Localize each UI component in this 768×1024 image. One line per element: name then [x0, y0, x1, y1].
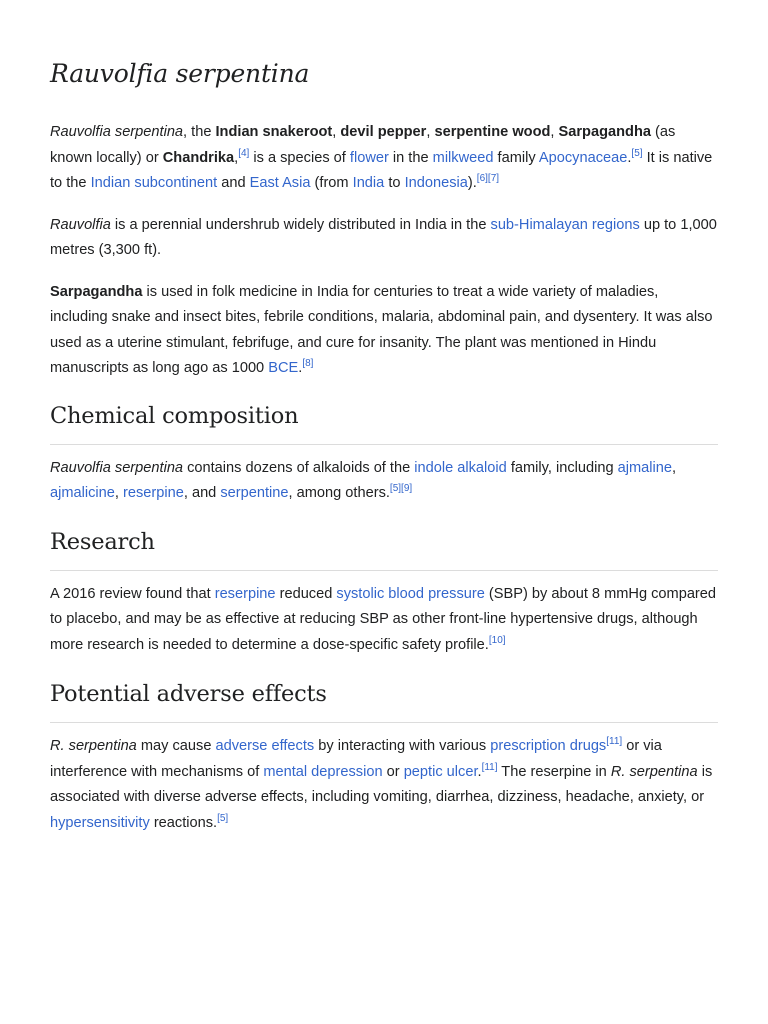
text: family: [493, 149, 539, 166]
link-reserpine[interactable]: reserpine: [123, 485, 184, 501]
text: may cause: [136, 738, 216, 754]
text: (as known locally) or: [50, 124, 676, 166]
research-paragraph: [50, 582, 718, 659]
link-indian-subcontinent[interactable]: Indian subcontinent: [90, 175, 218, 191]
link-apocynaceae[interactable]: Apocynaceae: [538, 149, 628, 166]
text: up to 1,000 metres (3,300 ft).: [50, 216, 717, 258]
text: is a perennial undershrub widely distributed in India in the: [110, 216, 491, 233]
text: , and: [183, 485, 221, 501]
page-title: Rauvolfia serpentina: [50, 59, 310, 88]
text: ,: [671, 459, 677, 476]
link-bce[interactable]: BCE: [268, 360, 299, 376]
text-bold: serpentine wood: [434, 124, 551, 140]
intro-paragraph-2: [50, 213, 718, 264]
link-reserpine[interactable]: reserpine: [214, 585, 276, 602]
text: to: [384, 175, 405, 191]
reference-link[interactable]: [11]: [606, 736, 623, 747]
text-bold: Sarpagandha: [50, 283, 143, 300]
link-ajmalicine[interactable]: ajmalicine: [50, 485, 115, 501]
link-mental-depression[interactable]: mental depression: [263, 763, 383, 780]
adverse-paragraph: [50, 734, 718, 836]
text: The reserpine in: [497, 763, 611, 780]
link-indole-alkaloid[interactable]: indole alkaloid: [414, 459, 507, 476]
text: contains dozens of alkaloids of the: [183, 459, 415, 476]
chemical-paragraph: [50, 456, 718, 507]
text: .: [477, 763, 482, 780]
text: ,: [550, 124, 559, 140]
reference-link[interactable]: [11]: [481, 761, 498, 773]
link-milkweed[interactable]: milkweed: [432, 149, 494, 166]
intro-paragraph-3: [50, 280, 718, 382]
text-bold: Sarpagandha: [558, 124, 651, 140]
text-italic: Rauvolfia serpentina: [50, 459, 184, 476]
reference-link[interactable]: [8]: [302, 358, 314, 369]
text: is a species of: [249, 149, 350, 166]
intro-paragraph-1: [50, 120, 718, 197]
text: It is native to the: [50, 149, 713, 191]
link-india[interactable]: India: [352, 175, 385, 191]
text: , among others.: [288, 485, 390, 501]
text: .: [298, 360, 303, 376]
text: ,: [332, 124, 341, 140]
text: family, including: [506, 459, 618, 476]
text: (from: [310, 175, 353, 191]
reference-link[interactable]: [6][7]: [476, 173, 500, 184]
text: or via interference with mechanisms of: [50, 738, 662, 780]
text: , the: [183, 124, 216, 140]
reference-link[interactable]: [5]: [631, 147, 643, 159]
reference-link[interactable]: [5][9]: [389, 483, 413, 494]
text: or: [382, 763, 404, 780]
link-sub-himalayan-regions[interactable]: sub-Himalayan regions: [490, 216, 640, 233]
text: ,: [234, 149, 239, 166]
text: by interacting with various: [314, 738, 491, 754]
section-heading-potential-adverse-effects: Potential adverse effects: [50, 679, 718, 723]
text: .: [627, 149, 632, 166]
link-serpentine[interactable]: serpentine: [220, 485, 289, 501]
text-bold: Indian snakeroot: [215, 124, 333, 140]
text: ).: [467, 175, 477, 191]
text: is associated with diverse adverse effects, including vomiting, diarrhea, dizziness, headache, anxiety, or: [50, 763, 713, 805]
link-indonesia[interactable]: Indonesia: [404, 175, 468, 191]
text-bold: devil pepper: [340, 124, 427, 140]
section-heading-chemical-composition: Chemical composition: [50, 401, 718, 445]
text-italic: Rauvolfia serpentina: [50, 124, 184, 140]
link-systolic-blood-pressure[interactable]: systolic blood pressure: [336, 585, 485, 602]
text-italic: R. serpentina: [50, 738, 137, 754]
reference-link[interactable]: [10]: [488, 634, 506, 646]
text: in the: [388, 149, 433, 166]
text: reactions.: [149, 814, 218, 831]
link-flower[interactable]: flower: [349, 149, 389, 166]
text: is used in folk medicine in India for centuries to treat a wide variety of maladies, including snake and insect bites, febrile conditions, malaria, abdominal pain, and dysentery. It was also used as a uterine stimulant, febrifuge, and cure for insanity. The plant was mentioned in Hindu manuscripts as long ago as 1000: [50, 283, 713, 376]
link-adverse-effects[interactable]: adverse effects: [215, 738, 315, 754]
text: and: [217, 175, 250, 191]
text-italic: Rauvolfia: [50, 216, 111, 233]
link-ajmaline[interactable]: ajmaline: [617, 459, 672, 476]
link-peptic-ulcer[interactable]: peptic ulcer: [403, 763, 478, 780]
link-east-asia[interactable]: East Asia: [249, 175, 311, 191]
text: ,: [114, 485, 123, 501]
reference-link[interactable]: [4]: [238, 147, 250, 159]
link-hypersensitivity[interactable]: hypersensitivity: [50, 814, 150, 831]
text-bold: Chandrika: [162, 149, 235, 166]
text: reduced: [275, 585, 337, 602]
link-prescription-drugs[interactable]: prescription drugs: [490, 738, 607, 754]
text: (SBP) by about 8 mmHg compared to placebo, and may be as effective at reducing SBP as other front-line hypertensive drugs, although more research is needed to determine a dose-specific safety profile.: [50, 585, 717, 653]
text: A 2016 review found that: [50, 585, 215, 602]
reference-link[interactable]: [5]: [217, 812, 229, 824]
text: ,: [426, 124, 435, 140]
section-heading-research: Research: [50, 527, 718, 571]
text-italic: R. serpentina: [610, 763, 698, 780]
